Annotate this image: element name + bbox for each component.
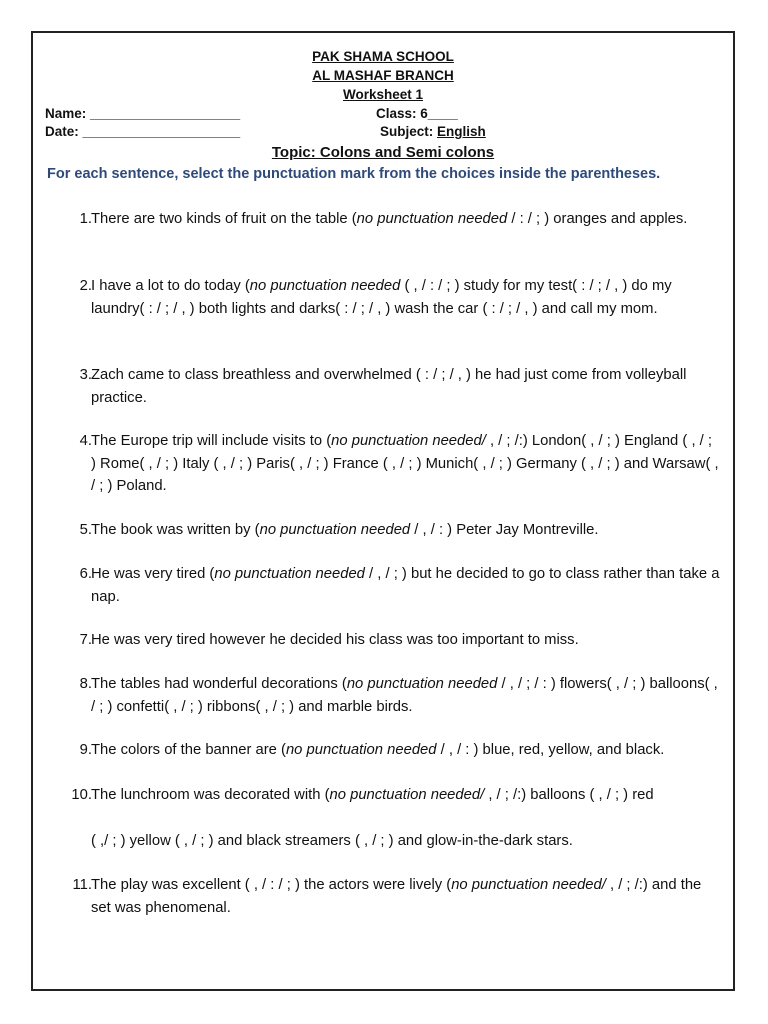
topic-heading: Topic: Colons and Semi colons (271, 144, 495, 161)
question-text: Zach came to class breathless and overwhelmed ( : / ; / , ) he had just come from volleyball practice. (91, 367, 687, 406)
question-item (68, 519, 720, 542)
question-option-italic: no punctuation needed (259, 522, 411, 538)
question-item (68, 739, 720, 762)
school-name: PAK SHAMA SCHOOL (312, 49, 454, 64)
question-option-italic: no punctuation needed (356, 211, 508, 227)
question-number: 5. (79, 522, 92, 538)
date-field: Date: _____________________ (45, 124, 241, 139)
subject-label: Subject: (380, 124, 434, 139)
question-item (68, 364, 720, 409)
question-item (68, 563, 720, 608)
branch-name: AL MASHAF BRANCH (312, 68, 454, 83)
question-text: He was very tired ( (91, 566, 215, 582)
question-number: 1. (79, 211, 92, 227)
question-number: 8. (79, 676, 92, 692)
worksheet-title: Worksheet 1 (342, 87, 424, 102)
question-text: ( ,/ ; ) yellow ( , / ; ) and black streamers ( , / ; ) and glow-in-the-dark stars. (91, 833, 573, 849)
class-field: Class: 6____ (376, 106, 458, 121)
question-number: 2. (79, 278, 92, 294)
question-item (68, 629, 720, 652)
question-text: The Europe trip will include visits to ( (91, 433, 332, 449)
question-number: 4. (79, 433, 92, 449)
question-text: The book was written by ( (91, 522, 260, 538)
question-text: The tables had wonderful decorations ( (91, 676, 347, 692)
question-number: 9. (79, 742, 92, 758)
question-text: The colors of the banner are ( (91, 742, 286, 758)
question-continuation (68, 830, 720, 853)
subject-field (380, 123, 486, 141)
worksheet-page (31, 31, 735, 991)
question-option-italic: no punctuation needed (285, 742, 437, 758)
question-text: The play was excellent ( , / : / ; ) the actors were lively ( (91, 877, 452, 893)
question-text-rest: , / ; /:) and the set was phenomenal. (91, 877, 702, 916)
question-text-rest: , / ; /:) London( , / ; ) England ( , / ; ) Rome( , / ; ) Italy ( , / ; ) Paris( , / ; ) France ( , / ; ) Munich( , / ; ) Germany ( , / ; ) and Warsaw( , / ; ) Poland. (91, 433, 719, 494)
question-item (68, 275, 720, 320)
question-number: 6. (79, 566, 92, 582)
question-number: 3. (79, 367, 92, 383)
instructions: For each sentence, select the punctuation mark from the choices inside the parentheses. (47, 166, 661, 182)
question-text-rest: , / ; /:) balloons ( , / ; ) red (484, 787, 654, 803)
question-item (68, 784, 720, 807)
question-option-italic: no punctuation needed (214, 566, 365, 582)
question-text: There are two kinds of fruit on the table ( (91, 211, 357, 227)
question-text-rest: / : / ; ) oranges and apples. (507, 211, 688, 227)
question-number: 10. (71, 787, 92, 803)
question-text-rest: / , / ; ) but he decided to go to class rather than take a nap. (91, 566, 720, 605)
subject-value: English (437, 124, 486, 139)
question-text: The lunchroom was decorated with ( (91, 787, 330, 803)
question-text-rest: / , / : ) Peter Jay Montreville. (410, 522, 599, 538)
question-number: 7. (79, 632, 92, 648)
question-text: I have a lot to do today ( (91, 278, 250, 294)
question-text-rest: / , / ; / : ) flowers( , / ; ) balloons( , / ; ) confetti( , / ; ) ribbons( , / ; ) and marble birds. (91, 676, 718, 715)
question-option-italic: no punctuation needed/ (329, 787, 485, 803)
question-item (68, 874, 720, 919)
question-option-italic: no punctuation needed (249, 278, 401, 294)
question-option-italic: no punctuation needed/ (331, 433, 486, 449)
question-item (68, 208, 720, 231)
question-text-rest: / , / : ) blue, red, yellow, and black. (436, 742, 665, 758)
question-item (68, 673, 720, 718)
question-option-italic: no punctuation needed (346, 676, 498, 692)
question-option-italic: no punctuation needed/ (451, 877, 606, 893)
question-item (68, 430, 720, 498)
question-text-rest: ( , / : / ; ) study for my test( : / ; / , ) do my laundry( : / ; / , ) both lights and darks( : / ; / , ) wash the car ( : / ; / , ) and call my mom. (91, 278, 672, 317)
question-text: He was very tired however he decided his class was too important to miss. (91, 632, 579, 648)
name-field: Name: ____________________ (45, 106, 241, 121)
question-number: 11. (72, 877, 92, 893)
